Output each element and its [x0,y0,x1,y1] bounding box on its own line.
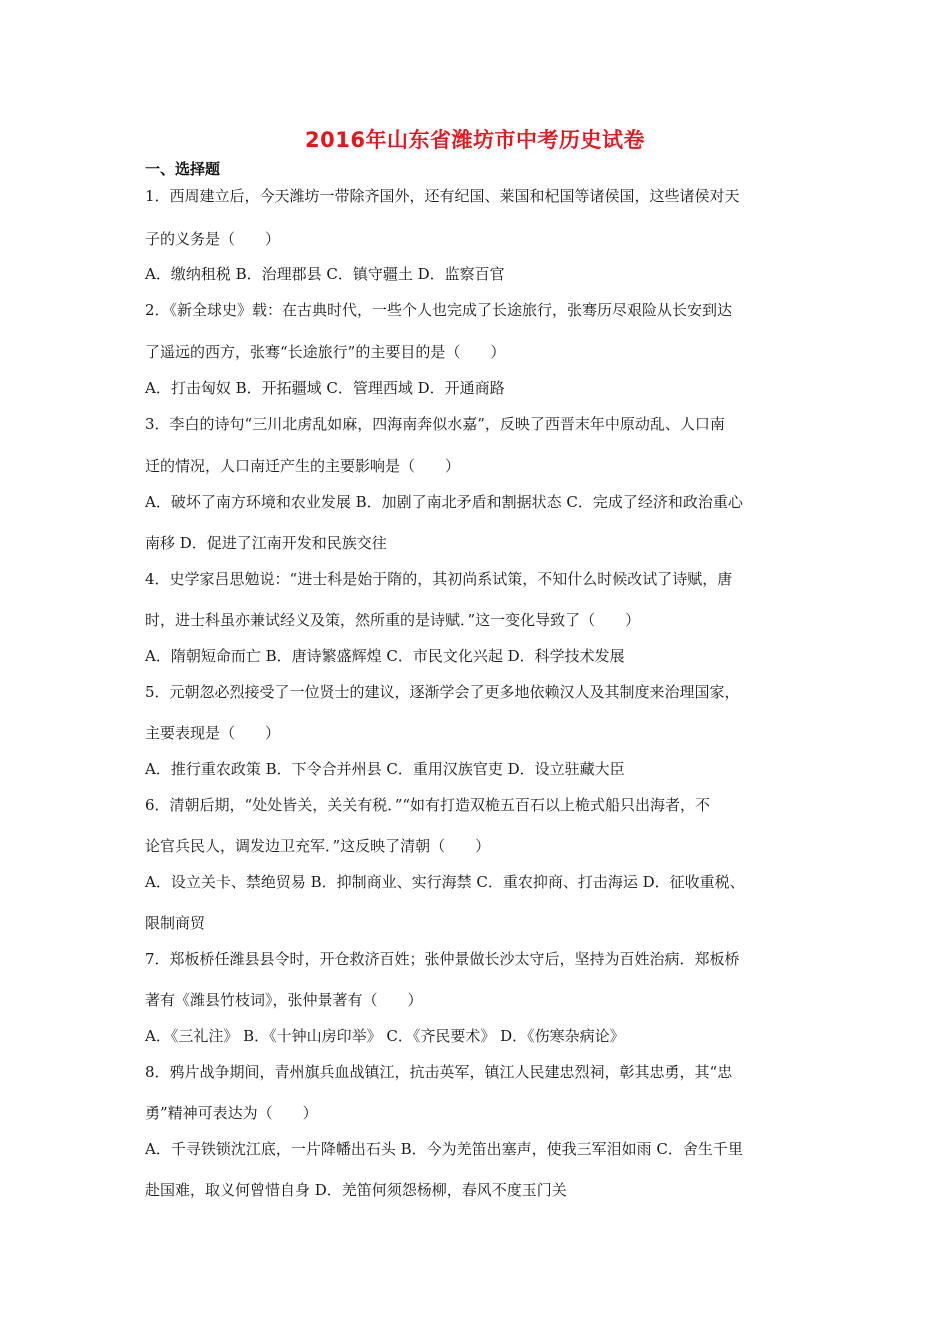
q6-options-line-2: 限制商贸 [145,914,206,932]
section-heading: 一、选择题 [145,160,221,178]
q6-options-line-1: A．设立关卡、禁绝贸易 B．抑制商业、实行海禁 C．重农抑商、打击海运 D．征收重税、 [145,873,745,891]
q1-options: A．缴纳租税 B．治理郡县 C．镇守疆土 D．监察百官 [145,265,505,283]
q7-stem-line-1: 7．郑板桥任潍县县令时，开仓救济百姓；张仲景做长沙太守后，坚持为百姓治病．郑板桥 [145,950,740,968]
q4-stem-line-1: 4．史学家吕思勉说：“进士科是始于隋的，其初尚系试策，不知什么时候改试了诗赋，唐 [145,570,733,588]
q8-stem-line-1: 8．鸦片战争期间，青州旗兵血战镇江，抗击英军，镇江人民建忠烈祠，彰其忠勇，其“忠 [145,1063,733,1081]
q2-options: A．打击匈奴 B．开拓疆域 C．管理西域 D．开通商路 [145,379,505,397]
q5-stem-line-2: 主要表现是（ ） [145,724,281,742]
q6-stem-line-2: 论官兵民人，调发边卫充军．”这反映了清朝（ ） [145,837,491,855]
q4-stem-line-2: 时，进士科虽亦兼试经义及策，然所重的是诗赋．”这一变化导致了（ ） [145,611,641,629]
q1-stem-line-2: 子的义务是（ ） [145,230,281,248]
q6-stem-line-1: 6．清朝后期，“处处皆关，关关有税．”“如有打造双桅五百石以上桅式船只出海者，不 [145,796,711,814]
q8-stem-line-2: 勇”精神可表达为（ ） [145,1104,318,1122]
q3-stem-line-2: 迁的情况，人口南迁产生的主要影响是（ ） [145,457,461,475]
q2-stem-line-1: 2．《新全球史》载：在古典时代，一些个人也完成了长途旅行，张骞历尽艰险从长安到达 [145,301,733,319]
q3-stem-line-1: 3．李白的诗句“三川北虏乱如麻，四海南奔似水嘉”，反映了西晋末年中原动乱、人口南 [145,415,725,433]
q3-options-line-2: 南移 D．促进了江南开发和民族交往 [145,534,387,552]
exam-title: 2016年山东省潍坊市中考历史试卷 [305,128,645,152]
q3-options-line-1: A．破坏了南方环境和农业发展 B．加剧了南北矛盾和割据状态 C．完成了经济和政治重心 [145,493,743,511]
q5-options: A．推行重农政策 B．下令合并州县 C．重用汉族官吏 D．设立驻藏大臣 [145,760,625,778]
q5-stem-line-1: 5．元朝忽必烈接受了一位贤士的建议，逐渐学会了更多地依赖汉人及其制度来治理国家， [145,683,740,701]
q2-stem-line-2: 了遥远的西方，张骞“长途旅行”的主要目的是（ ） [145,343,506,361]
q7-stem-line-2: 著有《潍县竹枝词》，张仲景著有（ ） [145,991,423,1009]
q4-options: A．隋朝短命而亡 B．唐诗繁盛辉煌 C．市民文化兴起 D．科学技术发展 [145,647,625,665]
q8-options-line-1: A．千寻铁锁沈江底，一片降幡出石头 B．今为羌笛出塞声，使我三军泪如雨 C．舍生千里 [145,1140,743,1158]
q8-options-line-2: 赴国难，取义何曾惜自身 D．羌笛何须怨杨柳，春风不度玉门关 [145,1181,567,1199]
q1-stem-line-1: 1．西周建立后，今天潍坊一带除齐国外，还有纪国、莱国和杞国等诸侯国，这些诸侯对天 [145,187,740,205]
q7-options: A．《三礼注》 B．《十钟山房印举》 C．《齐民要术》 D．《伤寒杂病论》 [145,1027,625,1045]
